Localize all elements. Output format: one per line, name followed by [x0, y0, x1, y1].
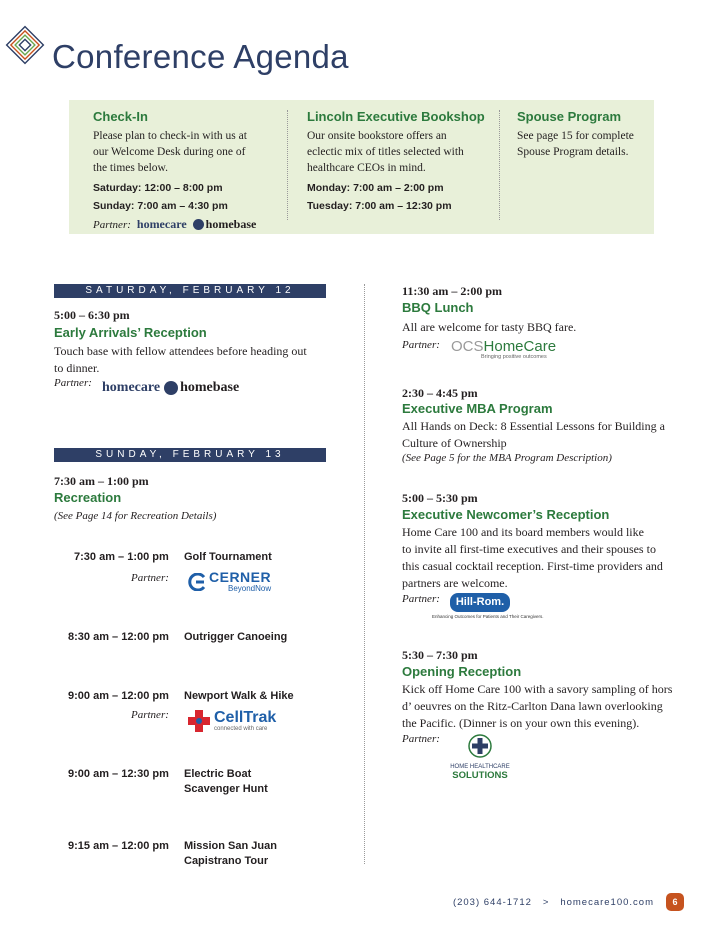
- opening-body: Kick off Home Care 100 with a savory sampling of hors d’ oeuvres on the Ritz-Carlton Dana lawn overlooking the Pacific. (Dinner is on your own this evening).: [402, 682, 673, 730]
- page-number: 6: [666, 893, 684, 911]
- hhs-wordmark-top: HOME HEALTHCARE: [450, 764, 510, 770]
- conference-logo: [4, 24, 48, 68]
- hhs-icon: [467, 733, 493, 759]
- info-box: [69, 100, 654, 234]
- newcomer-partner-label: Partner:: [402, 593, 440, 605]
- saturday-partner-label: Partner:: [54, 377, 92, 389]
- cerner-logo: [184, 570, 271, 593]
- activity-time: 9:00 am – 12:30 pm: [68, 768, 169, 780]
- spouse-text: See page 15 for complete Spouse Program details.: [517, 130, 634, 158]
- hhs-wordmark: SOLUTIONS: [452, 770, 508, 781]
- divider: [287, 110, 288, 220]
- opening-event: Opening Reception: [402, 664, 522, 679]
- homecare-logo: homecare: [102, 380, 161, 395]
- activity-name: Newport Walk & Hike: [184, 690, 294, 702]
- saturday-header: SATURDAY, FEBRUARY 12: [54, 284, 326, 298]
- ocs-logo: [451, 339, 556, 360]
- bookshop-text: Our onsite bookstore offers an eclectic mix of titles selected with healthcare CEOs in mind.: [307, 130, 464, 174]
- activity-time: 9:15 am – 12:00 pm: [68, 840, 169, 852]
- activity-name: Outrigger Canoeing: [184, 631, 288, 643]
- homebase-icon: [193, 219, 204, 230]
- spouse-column: [517, 100, 657, 160]
- homecare-logo: homecare: [136, 217, 187, 231]
- mba-time: 2:30 – 4:45 pm: [402, 386, 478, 400]
- checkin-sunday: Sunday: 7:00 am – 4:30 pm: [93, 200, 228, 212]
- footer-website[interactable]: homecare100.com: [560, 897, 654, 908]
- celltrak-icon: [186, 708, 212, 734]
- activity-time: 8:30 am – 12:00 pm: [68, 631, 169, 643]
- checkin-column: [93, 100, 293, 232]
- checkin-partner: Partner: homecare homebase: [93, 217, 257, 231]
- opening-partner-label: Partner:: [402, 733, 440, 745]
- cerner-wordmark: CERNER: [209, 569, 272, 585]
- column-divider: [364, 284, 365, 864]
- mba-note: (See Page 5 for the MBA Program Description): [402, 452, 612, 464]
- bookshop-column: [307, 100, 507, 215]
- bookshop-tuesday: Tuesday: 7:00 am – 12:30 pm: [307, 200, 452, 212]
- checkin-saturday: Saturday: 12:00 – 8:00 pm: [93, 182, 223, 194]
- bbq-partner-label: Partner:: [402, 339, 440, 351]
- newcomer-time: 5:00 – 5:30 pm: [402, 491, 478, 505]
- celltrak-tagline: connected with care: [214, 726, 268, 732]
- bookshop-monday: Monday: 7:00 am – 2:00 pm: [307, 182, 444, 194]
- bbq-time: 11:30 am – 2:00 pm: [402, 284, 502, 298]
- newcomer-event: Executive Newcomer’s Reception: [402, 507, 610, 522]
- sunday-event: Recreation: [54, 490, 122, 505]
- ocs-tagline: Bringing positive outcomes: [481, 354, 547, 360]
- opening-time: 5:30 – 7:30 pm: [402, 648, 478, 662]
- ocs-wordmark: OCS: [451, 338, 484, 355]
- bookshop-heading: Lincoln Executive Bookshop: [307, 109, 485, 124]
- activity-time: 9:00 am – 12:00 pm: [68, 690, 169, 702]
- homebase-logo: homebase: [205, 217, 257, 231]
- mba-body: All Hands on Deck: 8 Essential Lessons for Building a Culture of Ownership: [402, 419, 665, 450]
- saturday-partner-logo: [102, 380, 239, 396]
- footer-phone: (203) 644-1712: [452, 897, 532, 908]
- footer-separator: >: [542, 897, 550, 908]
- homecare-wordmark: HomeCare: [483, 338, 557, 355]
- saturday-event: Early Arrivals’ Reception: [54, 325, 207, 340]
- checkin-heading: Check-In: [93, 109, 148, 124]
- homebase-icon: [164, 381, 178, 395]
- activity-name: Golf Tournament: [184, 551, 272, 563]
- footer: [453, 897, 654, 908]
- newcomer-body: Home Care 100 and its board members would like to invite all first-time executives and their spouses to this casual cocktail reception. First-time providers and partners are welcome.: [402, 525, 663, 590]
- celltrak-wordmark: CellTrak: [214, 709, 277, 726]
- homebase-logo: homebase: [180, 380, 240, 395]
- golf-partner-label: Partner:: [131, 572, 169, 584]
- divider: [499, 110, 500, 220]
- sunday-note: (See Page 14 for Recreation Details): [54, 510, 217, 522]
- saturday-body: Touch base with fellow attendees before heading out to dinner.: [54, 344, 307, 375]
- bbq-event: BBQ Lunch: [402, 300, 474, 315]
- mba-event: Executive MBA Program: [402, 401, 553, 416]
- page-title: Conference Agenda: [52, 38, 349, 75]
- checkin-text: Please plan to check-in with us at our Welcome Desk during one of the times below.: [93, 130, 247, 174]
- sunday-header: SUNDAY, FEBRUARY 13: [54, 448, 326, 462]
- cerner-tagline: BeyondNow: [227, 584, 272, 593]
- cerner-icon: [184, 573, 206, 591]
- celltrak-logo: [186, 708, 276, 734]
- activity-time: 7:30 am – 1:00 pm: [74, 551, 169, 563]
- hike-partner-label: Partner:: [131, 709, 169, 721]
- hillrom-tagline: Enhancing Outcomes for Patients and Their Caregivers.: [432, 614, 544, 619]
- saturday-time: 5:00 – 6:30 pm: [54, 308, 130, 322]
- hillrom-logo: Hill-Rom.: [450, 593, 510, 612]
- spouse-heading: Spouse Program: [517, 109, 622, 124]
- activity-name: Mission San Juan Capistrano Tour: [184, 840, 277, 867]
- bbq-body: All are welcome for tasty BBQ fare.: [402, 320, 577, 334]
- hhs-logo: [440, 733, 520, 781]
- sunday-time: 7:30 am – 1:00 pm: [54, 474, 149, 488]
- activity-name: Electric Boat Scavenger Hunt: [184, 768, 268, 795]
